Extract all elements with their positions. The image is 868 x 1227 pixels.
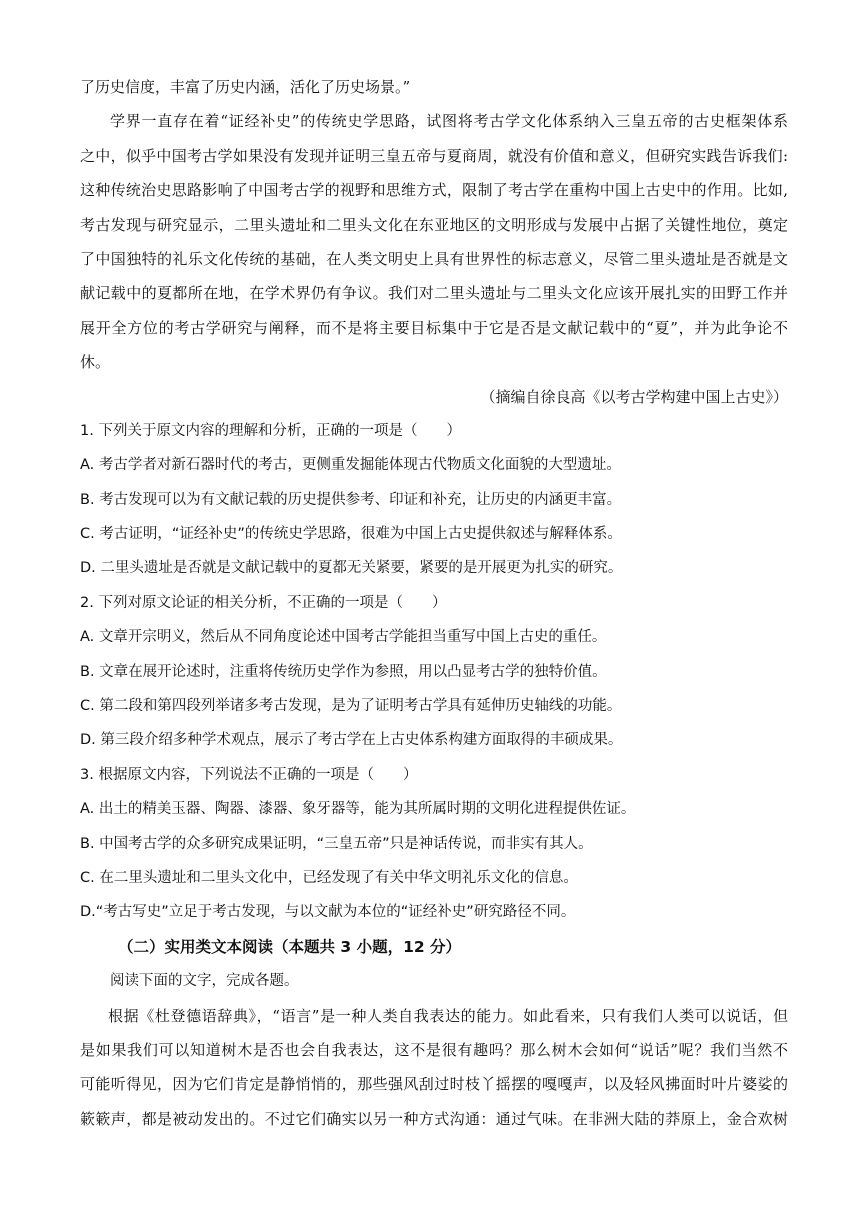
passage-line: 休。 bbox=[80, 353, 111, 372]
section-text-line: 可能听得见，因为它们肯定是静悄悄的，那些强风刮过时枝丫摇摆的嘎嘎声，以及轻风拂面时叶片婆娑的 bbox=[80, 1075, 788, 1094]
passage-line: 这种传统治史思路影响了中国考古学的视野和思维方式，限制了考古学在重构中国上古史中的作用。比如, bbox=[80, 181, 788, 200]
section-text-line: 根据《杜登德语辞典》，“语言”是一种人类自我表达的能力。如此看来，只有我们人类可以说话，但 bbox=[108, 1006, 788, 1025]
answer-option: C. 第二段和第四段列举诸多考古发现，是为了证明考古学具有延伸历史轴线的功能。 bbox=[80, 698, 622, 715]
passage-line: 了历史信度，丰富了历史内涵，活化了历史场景。” bbox=[80, 78, 411, 96]
answer-option: D. 第三段介绍多种学术观点，展示了考古学在上古史体系构建方面取得的丰硕成果。 bbox=[80, 732, 623, 749]
passage-source: （摘编自徐良高《以考古学构建中国上古史》） bbox=[480, 387, 788, 406]
question-stem: 3. 根据原文内容，下列说法不正确的一项是（ ） bbox=[80, 766, 418, 783]
section-text-line: 簌簌声，都是被动发出的。不过它们确实以另一种方式沟通：通过气味。在非洲大陆的莽原上，金合欢树 bbox=[80, 1109, 788, 1128]
passage-line: 学界一直存在着“证经补史”的传统史学思路，试图将考古学文化体系纳入三皇五帝的古史框架体系 bbox=[110, 112, 788, 131]
passage-line: 考古发现与研究显示，二里头遗址和二里头文化在东亚地区的文明形成与发展中占据了关键性地位，奠定 bbox=[80, 215, 788, 234]
answer-option: A. 出土的精美玉器、陶器、漆器、象牙器等，能为其所属时期的文明化进程提供佐证。 bbox=[80, 801, 636, 818]
section-text-line: 是如果我们可以知道树木是否也会自我表达，这不是很有趣吗？那么树木会如何“说话”呢？我们当然不 bbox=[80, 1040, 788, 1059]
answer-option: B. 考古发现可以为有文献记载的历史提供参考、印证和补充，让历史的内涵更丰富。 bbox=[80, 491, 622, 508]
answer-option: A. 文章开宗明义，然后从不同角度论述中国考古学能担当重写中国上古史的重任。 bbox=[80, 629, 607, 646]
answer-option: C. 考古证明，“证经补史”的传统史学思路，很难为中国上古史提供叙述与解释体系。 bbox=[80, 526, 622, 543]
passage-line: 了中国独特的礼乐文化传统的基础，在人类文明史上具有世界性的标志意义，尽管二里头遗址是否就是文 bbox=[80, 249, 788, 268]
answer-option: A. 考古学者对新石器时代的考古，更侧重发掘能体现古代物质文化面貌的大型遗址。 bbox=[80, 457, 621, 474]
answer-option: B. 中国考古学的众多研究成果证明，“三皇五帝”只是神话传说，而非实有其人。 bbox=[80, 835, 593, 852]
question-stem: 1. 下列关于原文内容的理解和分析，正确的一项是（ ） bbox=[80, 422, 461, 439]
passage-line: 之中，似乎中国考古学如果没有发现并证明三皇五帝与夏商周，就没有价值和意义，但研究实践告诉我们: bbox=[80, 146, 788, 165]
section-heading: （二）实用类文本阅读（本题共 3 小题，12 分） bbox=[118, 937, 462, 956]
section-instruction: 阅读下面的文字，完成各题。 bbox=[110, 973, 299, 990]
passage-line: 展开全方位的考古学研究与阐释，而不是将主要目标集中于它是否是文献记载中的“夏”，并为此争论不 bbox=[80, 318, 788, 337]
passage-line: 献记载中的夏都所在地，在学术界仍有争议。我们对二里头遗址与二里头文化应该开展扎实的田野工作并 bbox=[80, 284, 788, 303]
answer-option: C. 在二里头遗址和二里头文化中，已经发现了有关中华文明礼乐文化的信息。 bbox=[80, 869, 578, 886]
question-stem: 2. 下列对原文论证的相关分析，不正确的一项是（ ） bbox=[80, 594, 447, 611]
answer-option: D. 二里头遗址是否就是文献记载中的夏都无关紧要，紧要的是开展更为扎实的研究。 bbox=[80, 560, 623, 577]
answer-option: D.“考古写史”立足于考古发现，与以文献为本位的“证经补史”研究路径不同。 bbox=[80, 904, 576, 921]
answer-option: B. 文章在展开论述时，注重将传统历史学作为参照，用以凸显考古学的独特价值。 bbox=[80, 663, 607, 680]
